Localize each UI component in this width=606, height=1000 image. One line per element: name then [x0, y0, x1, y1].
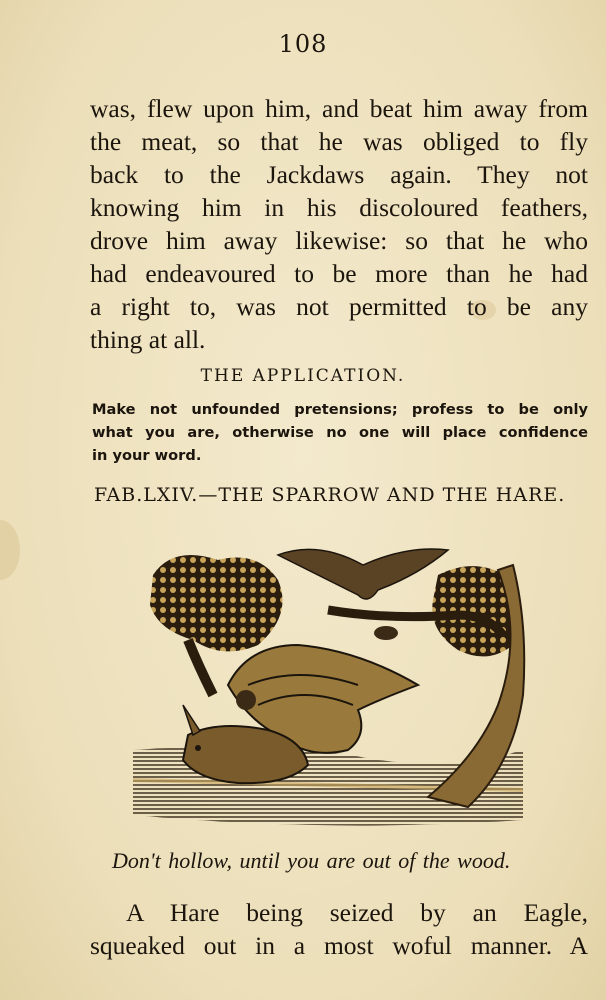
woodcut-eagle-seizing-hare-icon — [128, 535, 528, 835]
text-line: was, flew upon him, and beat him away from — [90, 94, 588, 123]
text-line: thing at all. — [90, 325, 206, 354]
text-line: had endeavoured to be more than he had — [90, 259, 588, 288]
fable-paragraph — [90, 896, 588, 962]
moral-paragraph — [92, 398, 588, 467]
text-line: knowing him in his discoloured feathers, — [90, 193, 588, 222]
page-stain — [0, 520, 20, 580]
text-line: A Hare being seized by an Eagle, — [126, 898, 588, 927]
moral-line: Make not unfounded pretensions; profess to be only — [92, 401, 588, 418]
moral-line: in your word. — [92, 447, 202, 464]
illustration-caption: Don't hollow, until you are out of the wood. — [112, 848, 511, 873]
page-number: 108 — [278, 30, 328, 58]
text-line: squeaked out in a most woful manner. A — [90, 931, 588, 960]
application-heading: THE APPLICATION. — [200, 366, 406, 386]
moral-line: what you are, otherwise no one will place confidence — [92, 424, 588, 441]
text-line: back to the Jackdaws again. They not — [90, 160, 588, 189]
fable-title: FAB.LXIV.—THE SPARROW AND THE HARE. — [94, 484, 566, 506]
continuation-paragraph — [90, 92, 588, 356]
text-line: a right to, was not permitted to be any — [90, 292, 588, 321]
text-line: the meat, so that he was obliged to fly — [90, 127, 588, 156]
text-line: drove him away likewise: so that he who — [90, 226, 588, 255]
